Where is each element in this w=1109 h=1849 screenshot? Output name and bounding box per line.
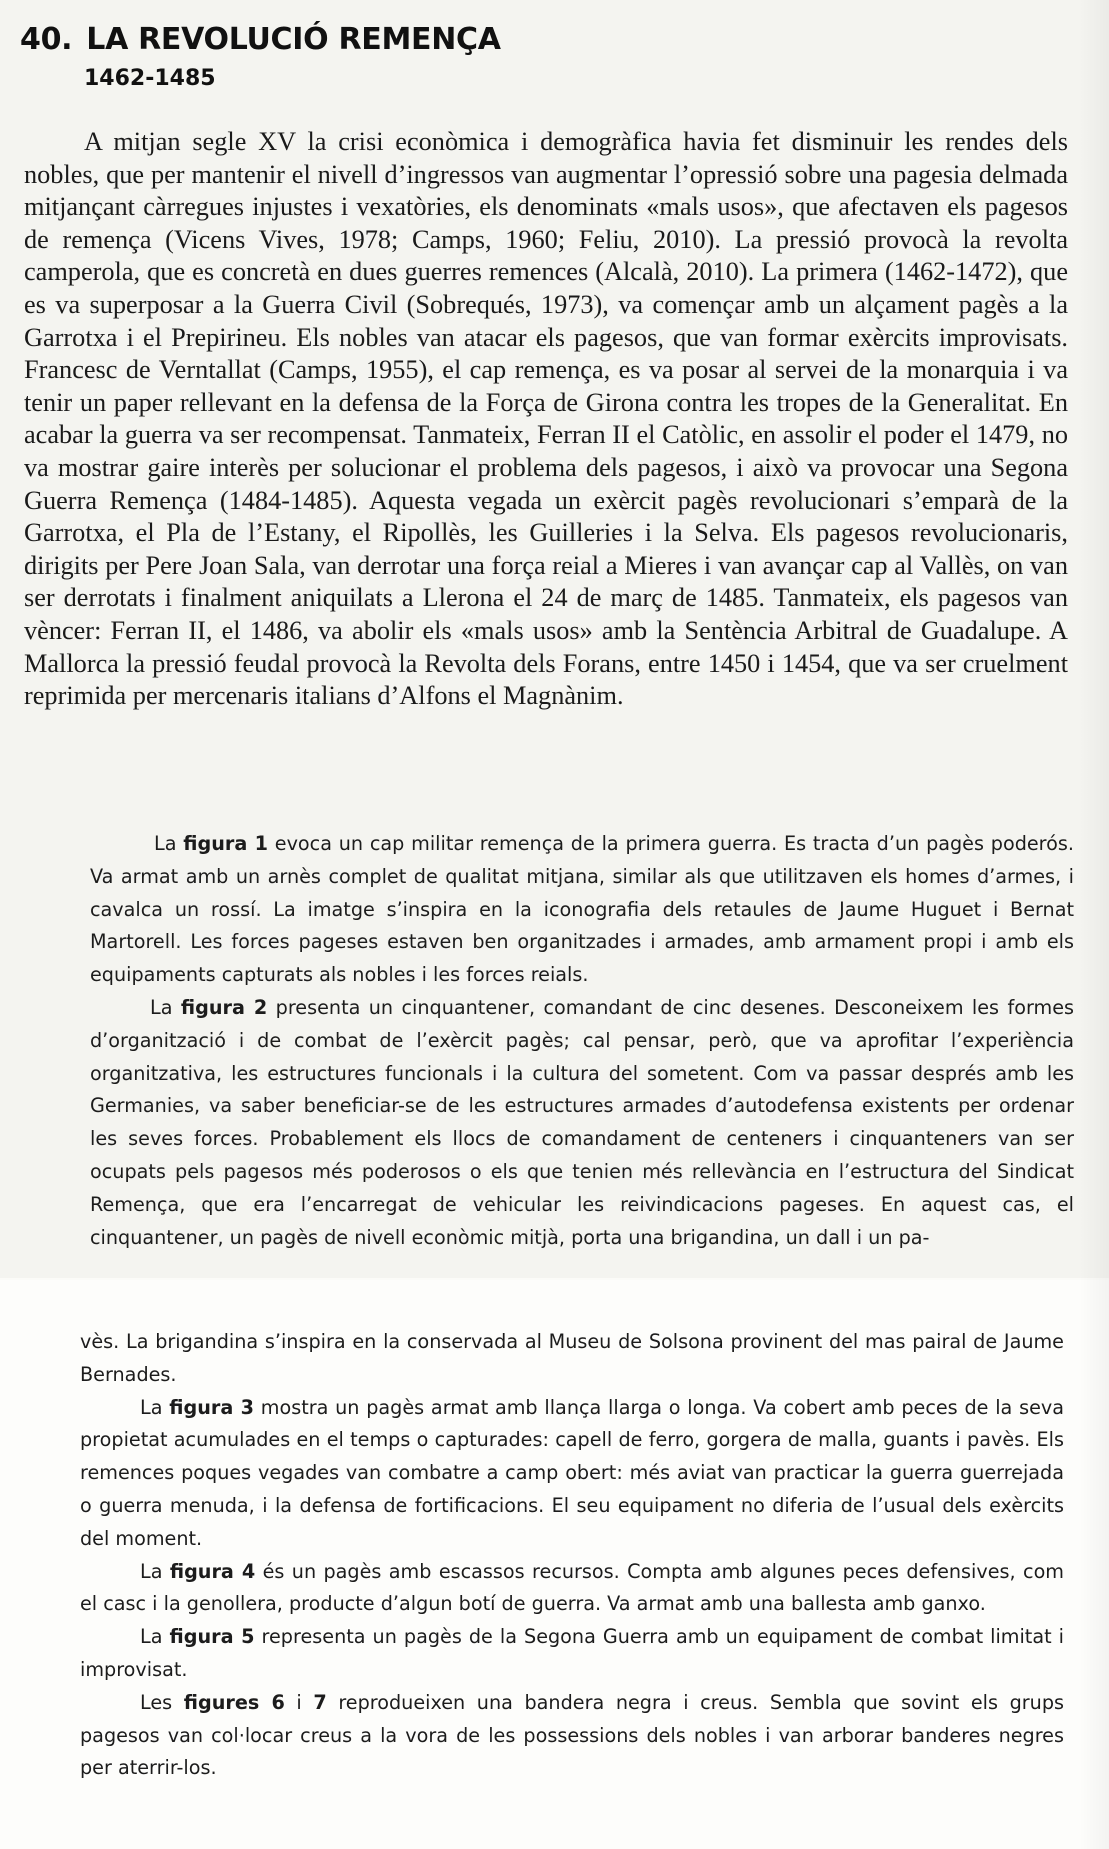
- figure-4-prefix: La: [140, 1559, 170, 1583]
- figure-4-label: figura 4: [169, 1559, 256, 1583]
- figure-4-caption: [80, 1556, 1064, 1622]
- chapter-dates: 1462-1485: [84, 66, 216, 91]
- figure-1-caption: [90, 828, 1074, 992]
- figure-7-label: 7: [313, 1690, 327, 1714]
- figures-6-7-text: reprodueixen una bandera negra i creus. Sembla que sovint els grups pagesos van col·locar creus a la vora de les possessions dels nobles i van arborar banderes negres per aterrir-los.: [80, 1690, 1064, 1780]
- figures-6-7-caption: [80, 1687, 1064, 1785]
- figure-1-prefix: La: [154, 832, 184, 855]
- figure-3-label: figura 3: [169, 1395, 254, 1419]
- figure-2-caption-continued: vès. La brigandina s’inspira en la conservada al Museu de Solsona provinent del mas pairal de Jaume Bernades.: [80, 1330, 1064, 1386]
- figure-2-caption: [90, 992, 1074, 1254]
- figure-2-prefix: La: [150, 995, 181, 1019]
- figure-3-caption: [80, 1392, 1064, 1556]
- figure-1-label: figura 1: [183, 832, 268, 855]
- figure-4-text: és un pagès amb escassos recursos. Compta amb algunes peces defensives, com el casc i la genollera, producte d’algun botí de guerra. Va armat amb una ballesta amb ganxo.: [80, 1559, 1064, 1616]
- figure-2-label: figura 2: [180, 995, 268, 1019]
- figure-5-caption: [80, 1621, 1064, 1687]
- figure-3-prefix: La: [140, 1395, 170, 1419]
- figure-2-text: presenta un cinquantener, comandant de cinc desenes. Desconeixem les formes d’organització i de combat de l’exèrcit pagès; cal pensar, però, que va aprofitar l’experiència organitzativa, les estructures funcionals i la cultura del sometent. Com va passar després amb les Germanies, va saber beneficiar-se de les estructures armades d’autodefensa existents per ordenar les seves forces. Probablement els llocs de comandament de centeners i cinquanteners van ser ocupats pels pagesos més poderosos o els que tenien més rellevància en l’estructura del Sindicat Remença, que era l’encarregat de vehicular les reivindicacions pageses. En aquest cas, el cinquantener, un pagès de nivell econòmic mitjà, porta una brigandina, un dall i un pa-: [90, 995, 1074, 1249]
- figure-6-label: figures 6: [183, 1690, 285, 1714]
- figure-captions-upper: [90, 828, 1074, 1254]
- figures-6-7-conjunction: i: [284, 1690, 314, 1714]
- figure-captions-lower: [80, 1326, 1064, 1785]
- main-paragraph: A mitjan segle XV la crisi econòmica i demogràfica havia fet disminuir les rendes dels nobles, que per mantenir el nivell d’ingressos van augmentar l’opressió sobre una pagesia delmada mitjançant càrregues injustes i vexatòries, els denominats «mals usos», que afectaven els pagesos de remença (Vicens Vives, 1978; Camps, 1960; Feliu, 2010). La pressió provocà la revolta camperola, que es concretà en dues guerres remences (Alcalà, 2010). La primera (1462-1472), que es va superposar a la Guerra Civil (Sobrequés, 1973), va començar amb un alçament pagès a la Garrotxa i el Prepirineu. Els nobles van atacar els pagesos, que van formar exèrcits improvisats. Francesc de Verntallat (Camps, 1955), el cap remença, es va posar al servei de la monarquia i va tenir un paper rellevant en la defensa de la Força de Girona contra les tropes de la Generalitat. En acabar la guerra va ser recompensat. Tanmateix, Ferran II el Catòlic, en assolir el poder el 1479, no va mostrar gaire interès per solucionar el problema dels pagesos, i això va provocar una Segona Guerra Remença (1484-1485). Aquesta vegada un exèrcit pagès revolucionari s’emparà de la Garrotxa, el Pla de l’Estany, el Ripollès, les Guilleries i la Selva. Els pagesos revolucionaris, dirigits per Pere Joan Sala, van derrotar una força reial a Mieres i van avançar cap al Vallès, on van ser derrotats i finalment aniquilats a Llerona el 24 de març de 1485. Tanmateix, els pagesos van vèncer: Ferran II, el 1486, va abolir els «mals usos» amb la Sentència Arbitral de Guadalupe. A Mallorca la pressió feudal provocà la Revolta dels Forans, entre 1450 i 1454, que va ser cruelment reprimida per mercenaris italians d’Alfons el Magnànim.: [24, 127, 1068, 711]
- chapter-number: 40.: [20, 22, 73, 57]
- figure-5-text: representa un pagès de la Segona Guerra amb un equipament de combat limitat i improvisat.: [80, 1625, 1064, 1681]
- figure-5-prefix: La: [140, 1625, 170, 1649]
- figure-5-label: figura 5: [169, 1625, 255, 1649]
- chapter-title-text: LA REVOLUCIÓ REMENÇA: [86, 22, 501, 57]
- chapter-title: [20, 22, 501, 57]
- page-edge-shadow: [1079, 0, 1109, 1849]
- figures-6-7-prefix: Les: [140, 1690, 184, 1714]
- figure-1-text: evoca un cap militar remença de la primera guerra. Es tracta d’un pagès poderós. Va armat amb un arnès complet de qualitat mitjana, similar als que utilitzaven els homes d’armes, i cavalca un rossí. La imatge s’inspira en la iconografia dels retaules de Jaume Huguet i Bernat Martorell. Les forces pageses estaven ben organitzades i armades, amb armament propi i amb els equipaments capturats als nobles i les forces reials.: [90, 832, 1074, 987]
- figure-3-text: mostra un pagès armat amb llança llarga o longa. Va cobert amb peces de la seva propietat acumulades en el temps o capturades: capell de ferro, gorgera de malla, guants i pavès. Els remences poques vegades van combatre a camp obert: més aviat van practicar la guerra guerrejada o guerra menuda, i la defensa de fortificacions. El seu equipament no diferia de l’usual dels exèrcits del moment.: [80, 1395, 1064, 1550]
